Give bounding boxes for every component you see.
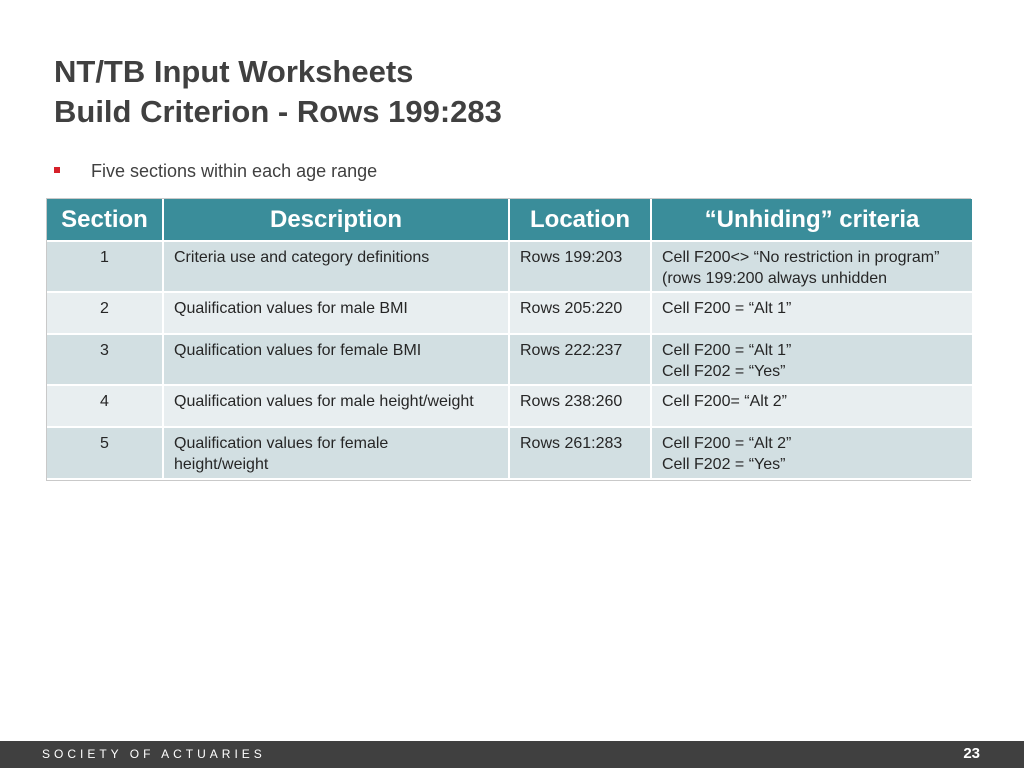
header-location: Location: [509, 199, 651, 241]
cell-location: Rows 205:220: [509, 292, 651, 334]
footer-bar: [0, 741, 1024, 768]
cell-description: Qualification values for male height/weight: [163, 385, 509, 427]
table-row: [47, 241, 972, 292]
sections-table: [46, 198, 971, 481]
criteria-line: Cell F200 = “Alt 1”: [662, 342, 792, 359]
cell-criteria: [651, 385, 972, 427]
cell-description: Criteria use and category definitions: [163, 241, 509, 292]
criteria-line: Cell F202 = “Yes”: [662, 363, 786, 380]
title-line-2: Build Criterion - Rows 199:283: [54, 94, 502, 129]
bullet-text: Five sections within each age range: [91, 161, 378, 181]
cell-section: 2: [47, 292, 163, 334]
cell-criteria: [651, 241, 972, 292]
cell-section: 4: [47, 385, 163, 427]
table-row: [47, 427, 972, 479]
criteria-line: Cell F200 = “Alt 2”: [662, 435, 792, 452]
description-line: Qualification values for female: [174, 435, 389, 452]
description-line: height/weight: [174, 456, 269, 473]
cell-section: 5: [47, 427, 163, 479]
cell-description: Qualification values for female BMI: [163, 334, 509, 385]
criteria-line: Cell F200<> “No restriction in program”: [662, 249, 940, 266]
header-description: Description: [163, 199, 509, 241]
cell-section: 3: [47, 334, 163, 385]
cell-location: Rows 261:283: [509, 427, 651, 479]
cell-criteria: [651, 334, 972, 385]
cell-description: Qualification values for male BMI: [163, 292, 509, 334]
criteria-line: Cell F200 = “Alt 1”: [662, 300, 792, 317]
criteria-line: Cell F202 = “Yes”: [662, 456, 786, 473]
criteria-line: (rows 199:200 always unhidden: [662, 270, 888, 287]
cell-location: Rows 238:260: [509, 385, 651, 427]
slide-title: [54, 52, 502, 132]
table-header-row: [47, 199, 972, 241]
title-line-1: NT/TB Input Worksheets: [54, 54, 414, 89]
header-section: Section: [47, 199, 163, 241]
table-row: [47, 334, 972, 385]
table-row: [47, 385, 972, 427]
cell-location: Rows 199:203: [509, 241, 651, 292]
footer-brand: SOCIETY OF ACTUARIES: [42, 747, 266, 761]
bullet-square-icon: [54, 167, 60, 173]
page-number: 23: [963, 745, 980, 762]
bullet-item: [54, 160, 378, 182]
cell-criteria: [651, 292, 972, 334]
header-criteria: “Unhiding” criteria: [651, 199, 972, 241]
cell-description: [163, 427, 509, 479]
table-row: [47, 292, 972, 334]
cell-section: 1: [47, 241, 163, 292]
criteria-line: Cell F200= “Alt 2”: [662, 393, 787, 410]
cell-location: Rows 222:237: [509, 334, 651, 385]
cell-criteria: [651, 427, 972, 479]
